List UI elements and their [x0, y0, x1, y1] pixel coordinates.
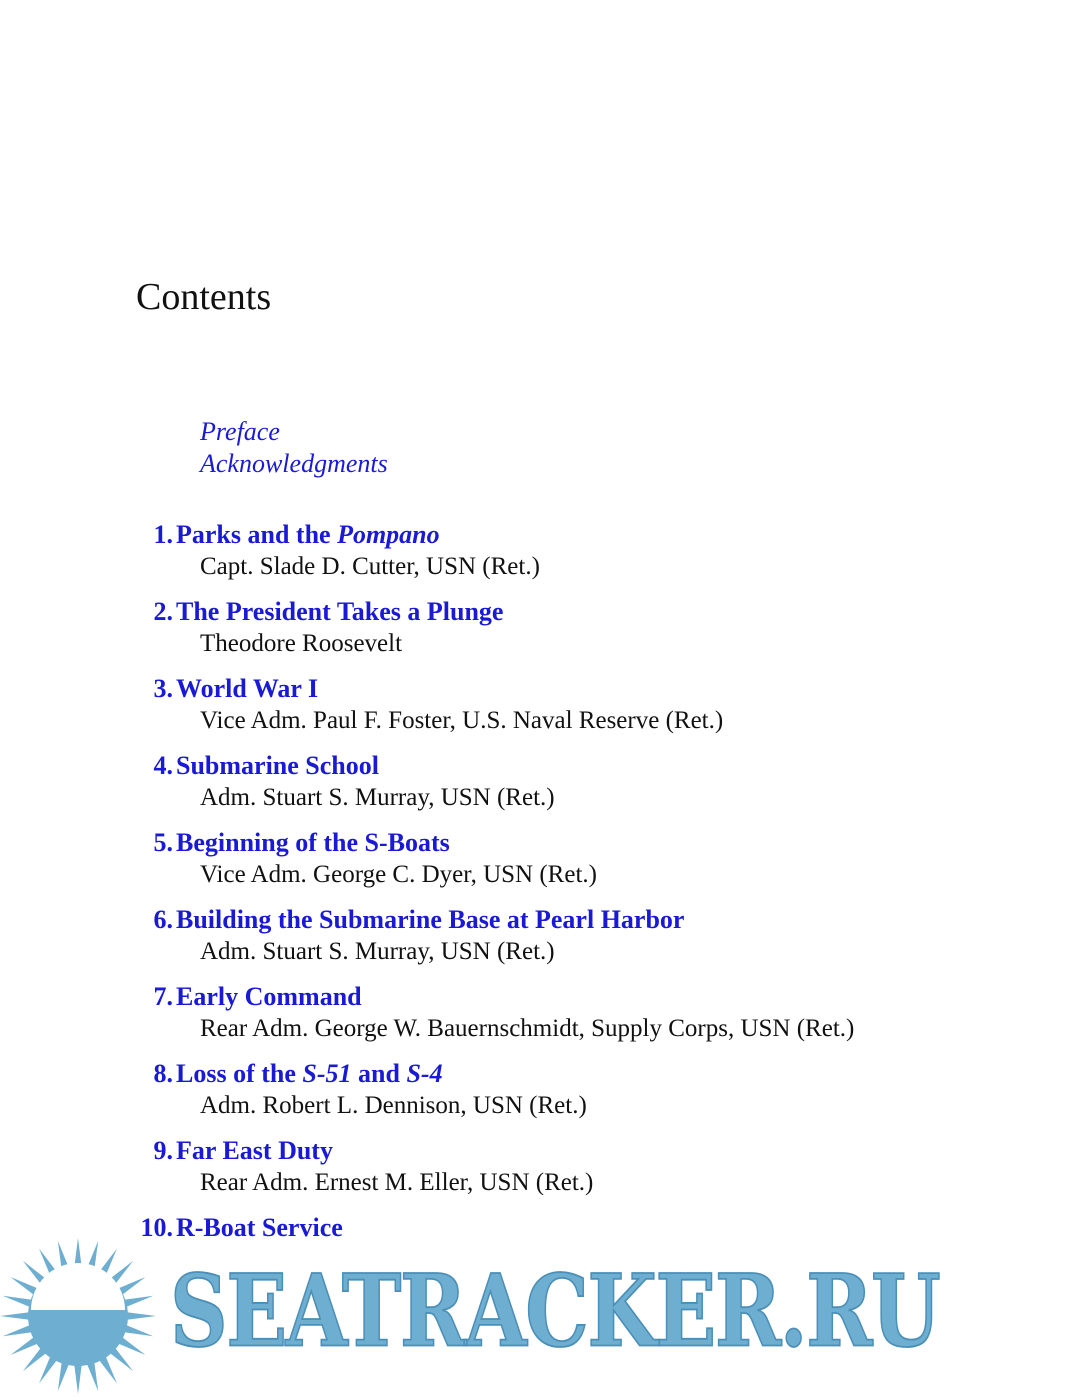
toc-entry [0, 749, 1080, 826]
toc-entry [0, 826, 1080, 903]
chapter-title-part: Submarine School [176, 751, 379, 780]
chapter-number: 3. [153, 674, 173, 703]
chapter-number: 7. [153, 982, 173, 1011]
chapter-number: 1. [153, 520, 173, 549]
chapter-title-part: and [351, 1059, 407, 1088]
chapter-title-part: Early Command [176, 982, 362, 1011]
chapter-title-link[interactable] [176, 826, 450, 860]
chapter-author: Adm. Stuart S. Murray, USN (Ret.) [200, 784, 555, 811]
preface-link[interactable]: Preface [200, 417, 280, 446]
sun-ray [0, 1312, 32, 1320]
chapter-number: 8. [153, 1059, 173, 1088]
toc-entry [0, 518, 1080, 595]
chapter-author: Rear Adm. Ernest M. Eller, USN (Ret.) [200, 1169, 594, 1196]
chapter-title-part: Loss of the [176, 1059, 303, 1088]
acknowledgments-link[interactable]: Acknowledgments [200, 449, 388, 478]
chapter-title-part: R-Boat Service [176, 1213, 343, 1242]
chapter-number: 9. [153, 1136, 173, 1165]
watermark-text: SEATRACKER.RU [170, 1253, 940, 1370]
chapter-number: 10. [140, 1213, 173, 1242]
chapter-title-link[interactable] [176, 903, 684, 937]
chapter-author: Vice Adm. Paul F. Foster, U.S. Naval Reserve (Ret.) [200, 707, 724, 734]
chapter-title-link[interactable] [176, 595, 503, 629]
front-matter-list [200, 416, 388, 480]
chapter-title-link[interactable] [176, 518, 440, 552]
chapter-author: Adm. Robert L. Dennison, USN (Ret.) [200, 1092, 587, 1119]
chapter-author: Adm. Stuart S. Murray, USN (Ret.) [200, 938, 555, 965]
chapter-title-link[interactable] [176, 672, 318, 706]
toc-entry [0, 672, 1080, 749]
table-of-contents [0, 518, 1080, 1288]
chapter-number: 4. [153, 751, 173, 780]
toc-entry [0, 1057, 1080, 1134]
chapter-author: Capt. Slade D. Cutter, USN (Ret.) [200, 553, 540, 580]
chapter-title-part: S-51 [302, 1059, 352, 1088]
toc-entry [0, 980, 1080, 1057]
chapter-title-part: Beginning of the S-Boats [176, 828, 450, 857]
chapter-author: Rear Adm. George W. Bauernschmidt, Supply Corps, USN (Ret.) [200, 1015, 855, 1042]
chapter-number: 5. [153, 828, 173, 857]
toc-entry [0, 1134, 1080, 1211]
chapter-title-link[interactable] [176, 1057, 443, 1091]
chapter-author: Vice Adm. George C. Dyer, USN (Ret.) [200, 861, 597, 888]
chapter-title-part: S-4 [406, 1059, 443, 1088]
chapter-number: 6. [153, 905, 173, 934]
chapter-title-link[interactable] [176, 1134, 333, 1168]
chapter-title-part: Far East Duty [176, 1136, 333, 1165]
sun-over-sea-icon [0, 1238, 156, 1394]
chapter-title-link[interactable] [176, 749, 379, 783]
chapter-title-part: Building the Submarine Base at Pearl Harbor [176, 905, 685, 934]
chapter-number: 2. [153, 597, 173, 626]
toc-entry [0, 595, 1080, 672]
chapter-title-link[interactable] [176, 980, 362, 1014]
sun-ray [124, 1312, 156, 1320]
chapter-title-part: The President Takes a Plunge [176, 597, 504, 626]
toc-entry [0, 903, 1080, 980]
chapter-title-part: World War I [176, 674, 319, 703]
sun-ray [74, 1362, 82, 1394]
chapter-title-part: Parks and the [176, 520, 338, 549]
chapter-title-part: Pompano [337, 520, 440, 549]
page-title: Contents [136, 276, 272, 318]
chapter-author: Theodore Roosevelt [200, 630, 403, 657]
